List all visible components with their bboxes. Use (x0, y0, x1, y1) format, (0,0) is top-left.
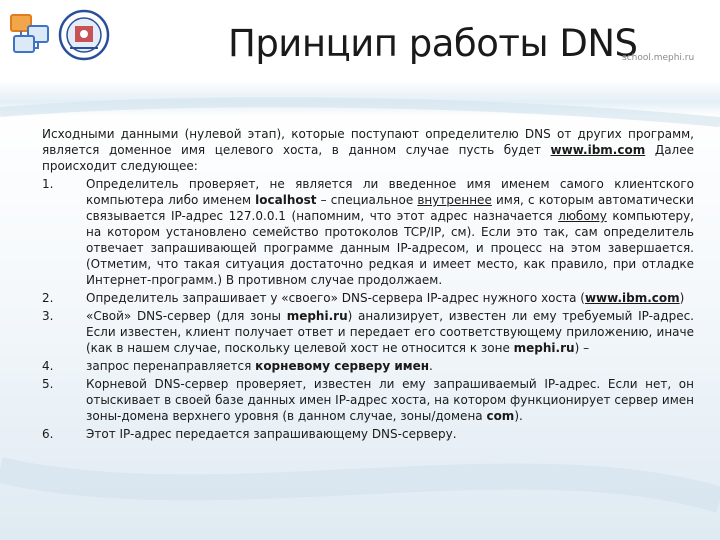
item-text: ) (679, 291, 685, 305)
site-url: school.mephi.ru (622, 53, 695, 63)
list-number: 5. (42, 377, 54, 391)
item-underline: внутреннее (417, 193, 492, 207)
item-text: – специальное (316, 193, 418, 207)
intro-link: www.ibm.com (550, 143, 646, 157)
network-logo-icon (8, 12, 52, 56)
item-underline: любому (558, 209, 607, 223)
intro-text: Исходными данными (нулевой этап), которые поступают определителю DNS от других программ, является доменное имя целевого хоста, в данном случае пусть будет (42, 127, 694, 157)
item-text: Определитель запрашивает у «своего» DNS-сервера IP-адрес нужного хоста ( (86, 291, 585, 305)
item-text: компьютеру, на котором установлено семейство протоколов TCP/IP, см). Если это так, сам определитель отвечает запрашивающей программе данным IP-адресом, и процесс на этом завершается. (Отметим, что такая ситуация достаточно редкая и имеет место, как правило, при отладке Интернет-программ.) В противном случае продолжаем. (86, 209, 694, 287)
list-number: 6. (42, 427, 54, 441)
list-item (42, 358, 694, 374)
item-text: ). (514, 409, 523, 423)
list-item-text (86, 308, 694, 356)
list-item (42, 426, 694, 442)
list-item-text (86, 358, 694, 374)
list-item-text (86, 176, 694, 288)
item-text: запрос перенаправляется (86, 359, 256, 373)
intro-text: Далее происходит следующее: (42, 143, 694, 173)
item-text: Корневой DNS-сервер проверяет, известен ли ему запрашиваемый IP-адрес. Если нет, он отыскивает в своей базе данных имен IP-адрес хоста, на котором функционирует сервер имен зоны-домена верхнего уровня (в данном случае, зоны/домена (86, 377, 694, 423)
item-link: www.ibm.com (584, 291, 680, 305)
slide-content (42, 126, 694, 442)
item-bold: mephi.ru (286, 309, 348, 323)
list-item-text (86, 426, 694, 442)
item-text: Этот IP-адрес передается запрашивающему DNS-серверу. (86, 427, 457, 441)
list-item (42, 308, 694, 356)
list-item-text (86, 290, 694, 306)
item-text: имя, с которым автоматически связывается IP-адрес 127.0.0.1 (напомним, что этот адрес назначается (86, 193, 694, 223)
list-number: 1. (42, 177, 54, 191)
list-item-text (86, 376, 694, 424)
item-bold: com (486, 409, 515, 423)
item-text: Определитель проверяет, не является ли введенное имя именем самого клиентского компьютера либо именем (86, 177, 694, 207)
slide-header (0, 0, 720, 80)
list-number: 4. (42, 359, 54, 373)
university-emblem-icon (58, 8, 110, 62)
intro-paragraph (42, 126, 694, 174)
list-number: 3. (42, 309, 54, 323)
list-item (42, 290, 694, 306)
item-text: ) – (574, 341, 590, 355)
item-bold: localhost (255, 193, 317, 207)
item-text: . (429, 359, 433, 373)
item-text: ) анализирует, известен ли ему требуемый IP-адрес. Если известен, клиент получает ответ и передает его соответствующему приложению, иначе (как в нашем случае, поскольку целевой хост не относится к зоне (86, 309, 694, 355)
item-bold: mephi.ru (513, 341, 575, 355)
item-text: «Свой» DNS-сервер (для зоны (86, 309, 287, 323)
item-bold: корневому серверу имен (255, 359, 430, 373)
list-item (42, 376, 694, 424)
list-number: 2. (42, 291, 54, 305)
page-title: Принцип работы DNS (228, 22, 638, 65)
list-item (42, 176, 694, 288)
